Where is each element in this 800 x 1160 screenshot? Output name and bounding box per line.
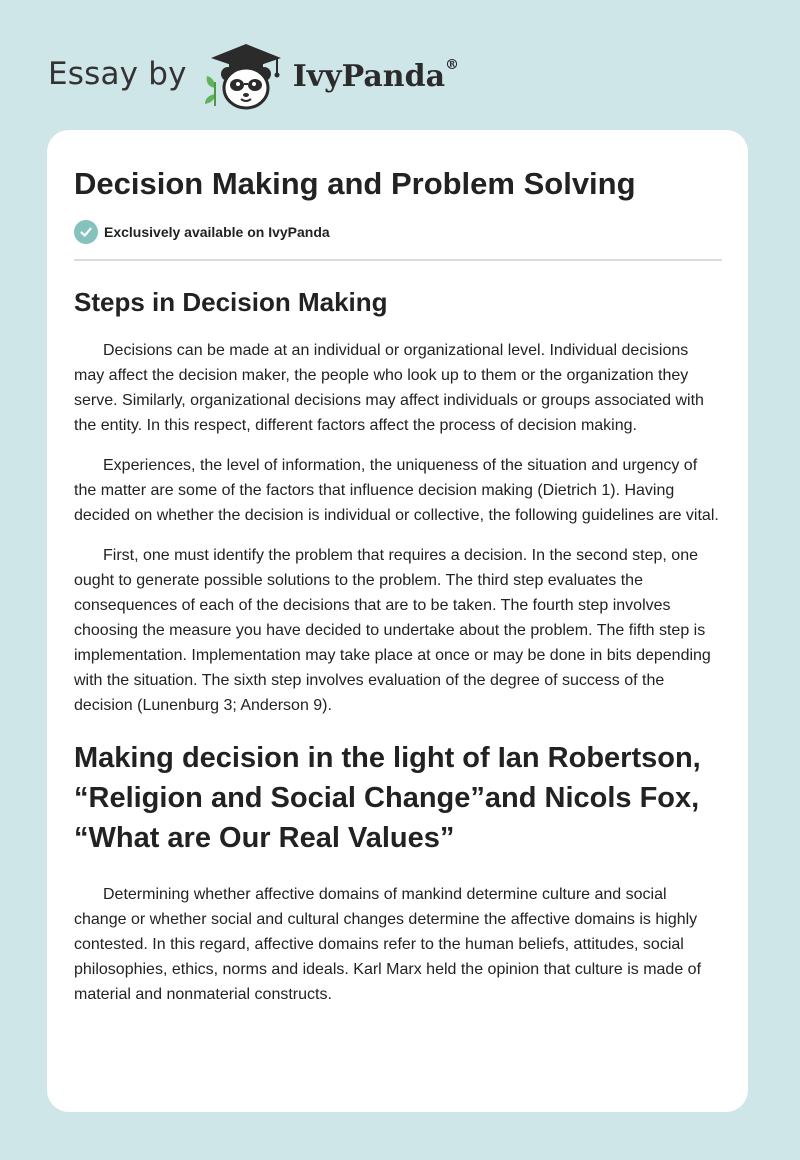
divider [74,259,722,261]
registered-mark: ® [445,56,460,73]
section-heading: Steps in Decision Making [74,287,388,317]
brand-name: IvyPanda® [292,56,460,94]
essay-by-label: Essay by [48,56,187,92]
paragraph: Determining whether affective domains of mankind determine culture and social change or whether social and cultural changes determine the affective domains is highly contested. In this regard, affective domains refer to the human beliefs, attitudes, social philosophies, ethics, norms and ideals. Karl Marx held the opinion that culture is made of material and nonmaterial constructs. [74,886,702,1003]
site-header [48,34,459,114]
page-title: Decision Making and Problem Solving [74,166,636,201]
article-card [47,130,748,1112]
exclusive-badge-label: Exclusively available on IvyPanda [104,224,330,240]
check-icon [74,220,98,244]
section-heading: Making decision in the light of Ian Robertson, “Religion and Social Change”and Nicols Fox, “What are Our Real Values” [74,742,701,854]
paragraph: Decisions can be made at an individual or organizational level. Individual decisions may affect the decision maker, the people who look up to them or the organization they serve. Similarly, organizational decisions may affect individuals or groups associated with the entity. In this respect, different factors affect the process of decision making. [74,342,704,434]
paragraph: First, one must identify the problem that requires a decision. In the second step, one ought to generate possible solutions to the problem. The third step evaluates the consequences of each of the decisions that are to be taken. The fourth step involves choosing the measure you have decided to undertake about the problem. The fifth step is implementation. Implementation may take place at once or may be done in bits depending with the situation. The sixth step involves evaluation of the degree of success of the decision (Lunenburg 3; Anderson 9). [74,547,711,714]
panda-mascot-icon [201,36,291,112]
exclusive-badge [74,220,722,244]
ivypanda-logo[interactable] [201,36,459,112]
paragraph: Experiences, the level of information, the uniqueness of the situation and urgency of the matter are some of the factors that influence decision making (Dietrich 1). Having decided on whether the decision is individual or collective, the following guidelines are vital. [74,457,719,524]
